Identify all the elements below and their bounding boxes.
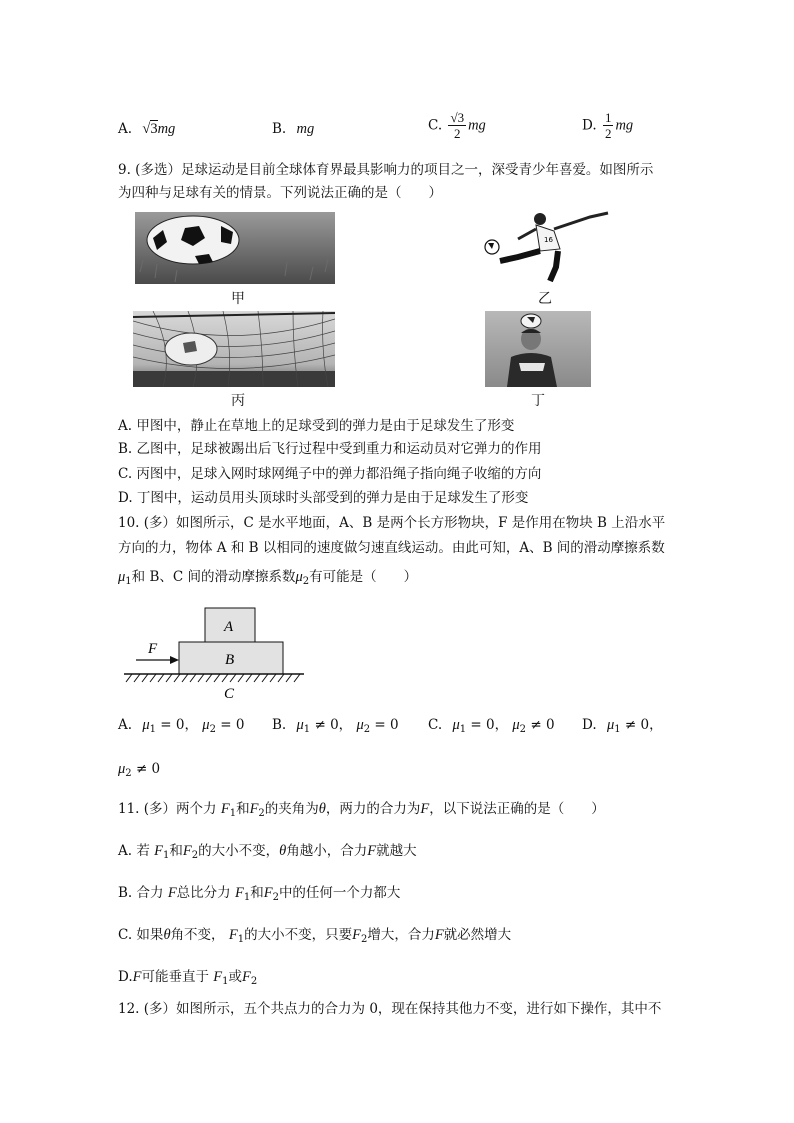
theta-symbol: θ (279, 843, 287, 859)
option-label: B. (272, 121, 287, 137)
force-symbol: F (420, 801, 430, 817)
mu-symbol: μ (142, 717, 150, 733)
force-symbol: F (367, 843, 377, 859)
subscript: 2 (302, 576, 310, 587)
relation: = 0， (470, 717, 509, 733)
option-label: C. (428, 117, 443, 134)
mu-symbol: μ (606, 717, 615, 733)
q11-option-b (118, 884, 400, 907)
mu-symbol: μ (118, 761, 126, 777)
q10-option-b (272, 716, 399, 739)
subscript: 2 (250, 976, 258, 987)
q12-stem-line1: 12. (多）如图所示，五个共点力的合力为 0，现在保持其他力不变，进行如下操作，其中不 (118, 1001, 662, 1017)
q10-option-a (118, 716, 244, 739)
sqrt-sign: √ (142, 121, 151, 137)
option-label: A. (118, 121, 133, 137)
caption-yi: 乙 (538, 291, 552, 307)
subscript: 1 (163, 850, 170, 861)
relation: ≠ 0 (135, 761, 161, 777)
q11-stem (118, 800, 605, 823)
subscript: 1 (229, 808, 237, 819)
subscript: 2 (519, 724, 527, 735)
fraction-denominator: 2 (454, 126, 461, 141)
text-fragment: ，以下说法正确的是（ ） (429, 801, 605, 817)
force-symbol: F (182, 843, 192, 859)
text-fragment: C. 如果 (118, 927, 164, 943)
text-fragment: 增大，合力 (367, 927, 435, 943)
q8-option-b (272, 120, 314, 138)
subscript: 1 (149, 724, 156, 735)
text-fragment: 就必然增大 (443, 927, 512, 943)
subscript: 1 (125, 576, 132, 587)
force-symbol: F (249, 801, 259, 817)
force-symbol: F (242, 969, 251, 985)
photo-ball-in-net (133, 311, 335, 387)
option-label: B. (272, 717, 287, 733)
force-symbol: F (132, 969, 142, 985)
text-fragment: 或 (228, 969, 243, 985)
subscript: 1 (614, 724, 621, 735)
force-symbol: F (154, 843, 163, 859)
option-label: D. (582, 717, 597, 733)
mu-symbol: μ (118, 569, 126, 585)
text-fragment: 和 (169, 843, 183, 859)
subscript: 1 (303, 724, 311, 735)
mg-term: mg (615, 117, 634, 134)
q9-stem-line2: 为四种与足球有关的情景。下列说法正确的是（ ） (118, 185, 442, 201)
text-fragment: 的大小不变， (198, 843, 280, 859)
photo-ball-on-grass (135, 212, 335, 284)
subscript: 1 (243, 892, 251, 903)
mu-symbol: μ (202, 717, 210, 733)
q9-option-c: C. 丙图中，足球入网时球网绳子中的弹力都沿绳子指向绳子收缩的方向 (118, 466, 542, 482)
q11-option-c (118, 926, 511, 949)
radicand: 3 (150, 121, 158, 137)
force-symbol: F (234, 885, 244, 901)
theta-symbol: θ (163, 927, 171, 943)
text-fragment: 11. (多）两个力 (118, 801, 217, 817)
subscript: 2 (258, 808, 265, 819)
option-label: A. (118, 717, 133, 733)
q9-option-b: B. 乙图中，足球被踢出后飞行过程中受到重力和运动员对它弹力的作用 (118, 441, 542, 457)
text-fragment: 角越小，合力 (286, 843, 368, 859)
svg-text:16: 16 (544, 236, 553, 244)
force-symbol: F (213, 969, 223, 985)
relation: = 0， (160, 717, 198, 733)
text-fragment: D. (118, 969, 133, 985)
mu-symbol: μ (512, 717, 520, 733)
force-symbol: F (352, 927, 361, 943)
caption-bing: 丙 (231, 393, 245, 409)
text-fragment: B. 合力 (118, 885, 164, 901)
mu-symbol: μ (296, 717, 304, 733)
q8-option-d (582, 110, 633, 141)
photo-player-kicking (478, 205, 618, 285)
q11-option-a (118, 842, 417, 865)
theta-symbol: θ (318, 801, 326, 817)
caption-jia: 甲 (231, 291, 245, 307)
subscript: 1 (459, 724, 467, 735)
q8-option-a (118, 120, 175, 138)
option-label: C. (428, 717, 443, 733)
text-fragment: 的夹角为 (264, 801, 319, 817)
q9-option-d: D. 丁图中，运动员用头顶球时头部受到的弹力是由于足球发生了形变 (118, 490, 529, 506)
q10-option-d-continued (118, 760, 160, 783)
q10-option-c (428, 716, 555, 739)
subscript: 1 (222, 976, 229, 987)
mu-symbol: μ (356, 717, 364, 733)
relation: = 0 (374, 717, 399, 733)
subscript: 2 (209, 724, 216, 735)
q11-option-d (118, 968, 257, 991)
force-symbol: F (263, 885, 273, 901)
photo-player-heading (485, 311, 591, 387)
fraction-numerator: √3 (450, 110, 465, 125)
force-symbol: F (434, 927, 444, 943)
text-fragment: 角不变， (170, 927, 225, 943)
mu-symbol: μ (295, 569, 303, 585)
q10-option-d (582, 716, 663, 739)
text-fragment: 中的任何一个力都大 (278, 885, 401, 901)
fraction-numerator: 1 (604, 110, 612, 125)
text-fragment: 和 B、C 间的滑动摩擦系数 (131, 569, 296, 585)
label-c: C (224, 686, 235, 702)
relation: ≠ 0， (314, 717, 353, 733)
label-f: F (148, 641, 158, 657)
text-fragment: 的大小不变，只要 (244, 927, 353, 943)
text-fragment: ，两力的合力为 (325, 801, 421, 817)
q8-option-c (428, 110, 486, 141)
q10-stem-line3 (118, 568, 417, 591)
mu-symbol: μ (452, 717, 460, 733)
label-a: A (224, 619, 234, 635)
mg-term: mg (296, 121, 315, 137)
caption-ding: 丁 (531, 393, 545, 409)
text-fragment: 和 (236, 801, 250, 817)
q10-stem-line2: 方向的力，物体 A 和 B 以相同的速度做匀速直线运动。由此可知，A、B 间的滑动摩擦系数 (118, 540, 665, 556)
subscript: 2 (360, 934, 368, 945)
text-fragment: 可能垂直于 (141, 969, 209, 985)
blocks-diagram (118, 602, 318, 704)
force-symbol: F (167, 885, 177, 901)
relation: ≠ 0 (530, 717, 555, 733)
mg-term: mg (157, 121, 176, 137)
text-fragment: A. 若 (118, 843, 150, 859)
subscript: 2 (191, 850, 199, 861)
fraction-1-over-2 (603, 110, 614, 141)
force-symbol: F (220, 801, 230, 817)
fraction-denominator: 2 (604, 126, 612, 141)
text-fragment: 和 (250, 885, 264, 901)
force-symbol: F (228, 927, 238, 943)
q10-stem-line1: 10. (多）如图所示，C 是水平地面，A、B 是两个长方形物块，F 是作用在物块 B 上沿水平 (118, 515, 666, 531)
text-fragment: 总比分力 (176, 885, 231, 901)
text-fragment: 就越大 (376, 843, 417, 859)
subscript: 2 (125, 768, 132, 779)
relation: = 0 (220, 717, 245, 733)
relation: ≠ 0， (624, 717, 663, 733)
mg-term: mg (468, 117, 486, 134)
text-fragment: 有可能是（ ） (309, 569, 418, 585)
q9-option-a: A. 甲图中，静止在草地上的足球受到的弹力是由于足球发生了形变 (118, 418, 515, 434)
option-label: D. (582, 117, 597, 134)
subscript: 1 (237, 934, 245, 945)
subscript: 2 (272, 892, 279, 903)
subscript: 2 (363, 724, 371, 735)
label-b: B (225, 652, 235, 668)
q9-stem-line1: 9. (多选）足球运动是目前全球体育界最具影响力的项目之一，深受青少年喜爱。如图所示 (118, 162, 654, 178)
fraction-sqrt3-over-2 (448, 110, 466, 141)
